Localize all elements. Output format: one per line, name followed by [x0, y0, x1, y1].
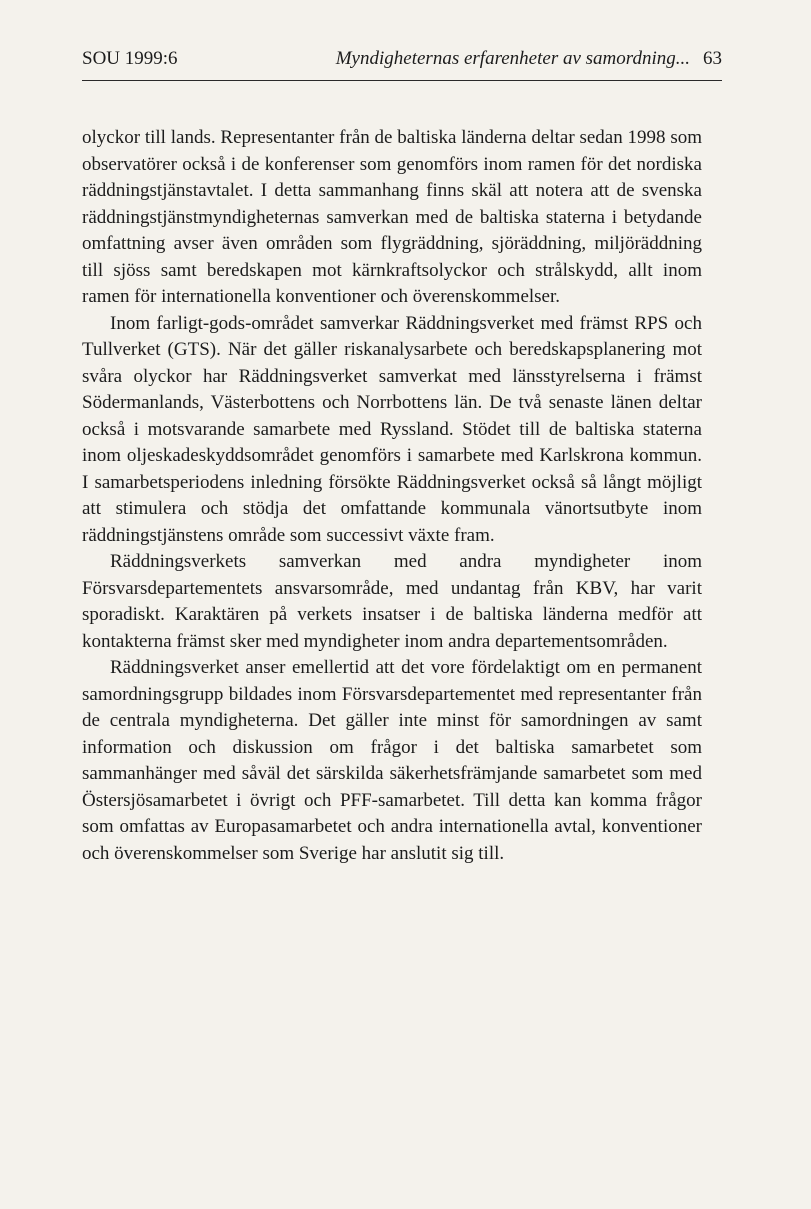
page-number: 63 — [703, 48, 722, 69]
paragraph: olyckor till lands. Representanter från de baltiska länderna deltar sedan 1998 som observatörer också i de konferenser som genomförs inom ramen för det nordiska räddningstjänstavtalet. I detta sammanhang finns skäl att notera att de svenska räddningstjänstmyndigheternas samverkan med de baltiska staterna i betydande omfattning avser även områden som flygräddning, sjöräddning, miljöräddning till sjöss samt beredskapen mot kärnkraftsolyckor och strålskydd, allt inom ramen för internationella konventioner och överenskommelser. — [82, 127, 702, 307]
running-title: Myndigheternas erfarenheter av samordning... — [335, 48, 690, 69]
paragraph: Räddningsverket anser emellertid att det vore fördelaktigt om en permanent samordningsgrupp bildades inom Försvarsdepartementet med representanter från de centrala myndigheterna. Det gäller inte minst för samordningen av samt information och diskussion om frågor i det baltiska samarbetet som sammanhänger med såväl det särskilda säkerhetsfrämjande samarbetet som med Östersjösamarbetet i övrigt och PFF-samarbetet. Till detta kan komma frågor som omfattas av Europasamarbetet och andra internationella avtal, konventioner och överenskommelser som Sverige har anslutit sig till. — [82, 657, 702, 864]
document-reference: SOU 1999:6 — [82, 48, 178, 69]
paragraph: Räddningsverkets samverkan med andra myndigheter inom Försvarsdepartementets ansvarsområde, med undantag från KBV, har varit sporadiskt. Karaktären på verkets insatser i de baltiska länderna medför att kontakterna främst sker med myndigheter inom andra departementsområden. — [82, 551, 702, 652]
paragraph: Inom farligt-gods-området samverkar Räddningsverket med främst RPS och Tullverket (GTS). När det gäller riskanalysarbete och beredskapsplanering mot svåra olyckor har Räddningsverket samverkat med länsstyrelserna i främst Södermanlands, Västerbottens och Norrbottens län. De två senaste länen deltar också i motsvarande samarbete med Ryssland. Stödet till de baltiska staterna inom oljeskadeskyddsområdet genomförs i samarbete med Karlskrona kommun. I samarbetsperiodens inledning försökte Räddningsverket också så långt möjligt att stimulera och stödja det omfattande kommunala vänortsutbyte inom räddningstjänstens område som successivt växte fram. — [82, 312, 702, 546]
header-divider — [82, 80, 722, 81]
body-text — [82, 125, 702, 867]
page-header — [82, 44, 722, 74]
